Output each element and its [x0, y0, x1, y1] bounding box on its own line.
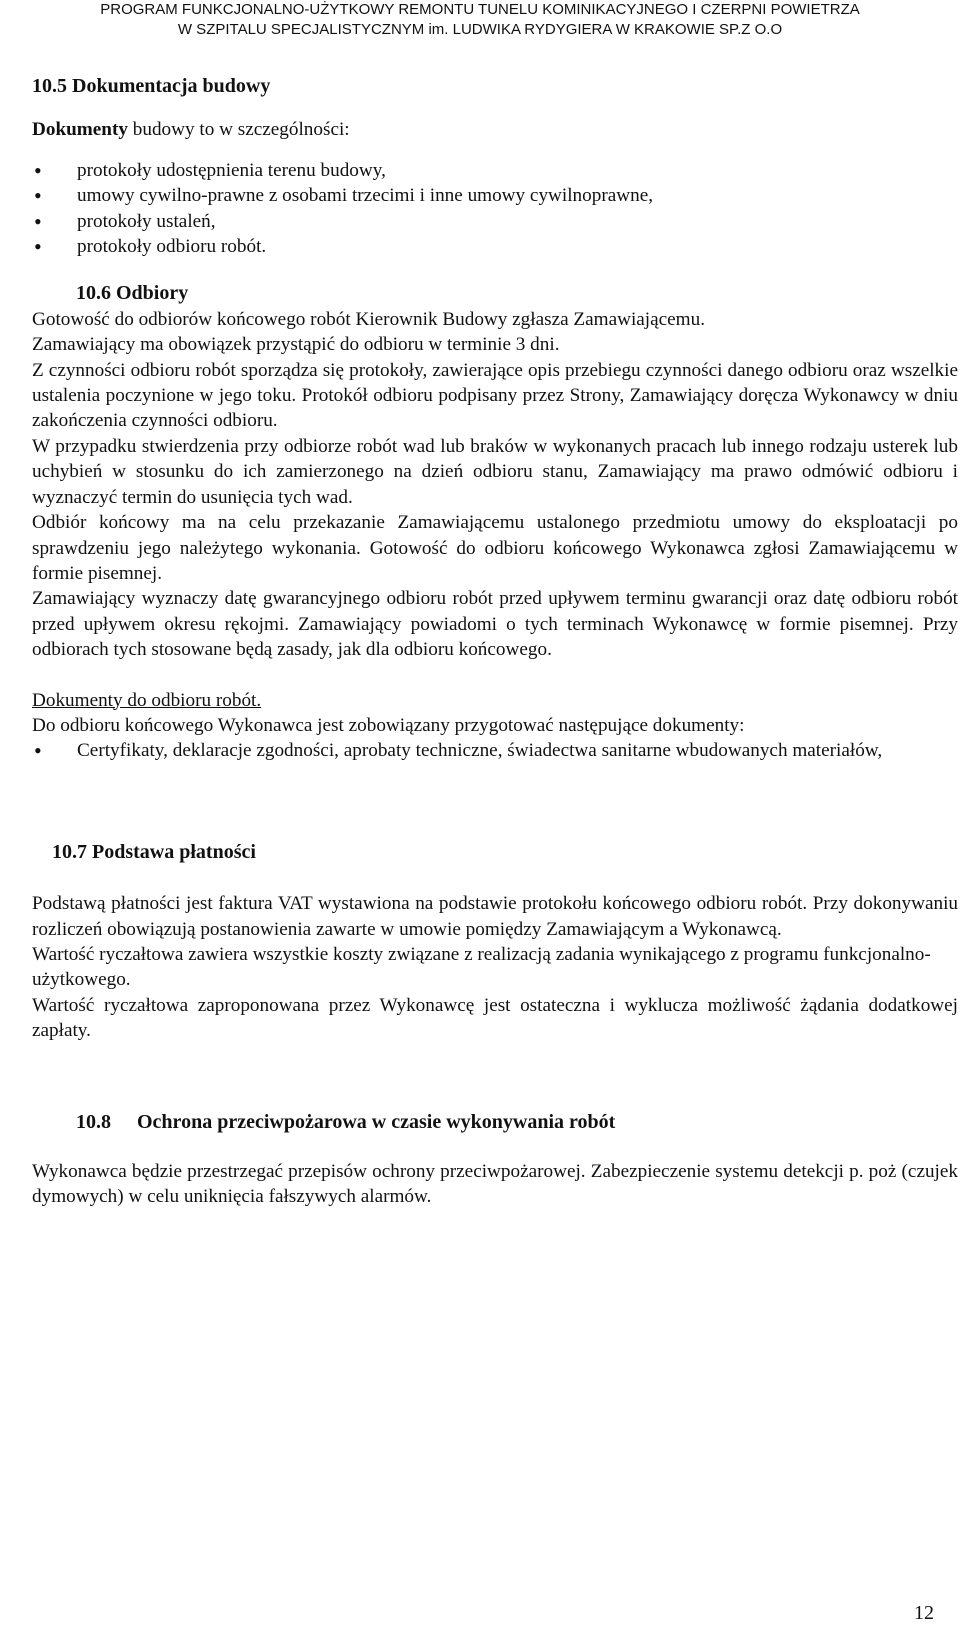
heading-10-5: 10.5 Dokumentacja budowy — [32, 75, 271, 97]
docs-intro-rest: budowy to w szczególności: — [127, 119, 350, 141]
paragraph: Zamawiający wyznaczy datę gwarancyjnego odbioru robót przed upływem terminu gwarancji oraz datę odbioru robót przed upływem okresu rękojmi. Zamawiający powiadomi o tych terminach Wykonawcę w formie pisemnej. Przy odbiorach tych stosowane będą zasady, jak dla odbioru końcowego. — [32, 588, 958, 661]
paragraph: Gotowość do odbiorów końcowego robót Kierownik Budowy zgłasza Zamawiającemu. — [32, 308, 705, 330]
document-body — [32, 74, 958, 1210]
heading-10-6-number: 10.6 — [76, 282, 111, 305]
heading-10-6-title: Odbiory — [116, 282, 189, 305]
heading-10-8-number: 10.8 — [76, 1110, 111, 1133]
final-docs-list — [32, 738, 958, 763]
subheading-final-docs: Dokumenty do odbioru robót. — [32, 689, 262, 711]
paragraph: W przypadku stwierdzenia przy odbiorze robót wad lub braków w wykonanych pracach lub innego rodzaju usterek lub uchybień w stosunku do ich zamierzonego na dzień odbioru stanu, Zamawiający ma prawo odmówić odbioru i wyznaczyć termin do usunięcia tych wad. — [32, 435, 958, 508]
paragraph: Odbiór końcowy ma na celu przekazanie Zamawiającemu ustalonego przedmiotu umowy do eksploatacji po sprawdzeniu jego należytego wykonania. Gotowość do odbioru końcowego Wykonawca zgłosi Zamawiającemu w formie pisemnej. — [32, 512, 958, 584]
list-item: • protokoły odbioru robót. — [32, 234, 958, 259]
paragraph: Wartość ryczałtowa zawiera wszystkie koszty związane z realizacją zadania wynikającego z programu funkcjonalno-użytkowego. — [32, 943, 931, 991]
list-item: • protokoły ustaleń, — [32, 209, 958, 234]
list-item: • Certyfikaty, deklaracje zgodności, aprobaty techniczne, świadectwa sanitarne wbudowanych materiałów, — [32, 738, 958, 763]
docs-intro — [32, 117, 958, 142]
docs-intro-bold: Dokumenty — [32, 119, 128, 141]
page-header — [0, 0, 960, 40]
list-item: • protokoły udostępnienia terenu budowy, — [32, 158, 958, 183]
list-item: • umowy cywilno-prawne z osobami trzecimi i inne umowy cywilnoprawne, — [32, 183, 958, 208]
heading-10-8 — [76, 1110, 958, 1135]
paragraph: Podstawą płatności jest faktura VAT wystawiona na podstawie protokołu końcowego odbioru robót. Przy dokonywaniu rozliczeń obowiązują postanowienia zawarte w umowie pomiędzy Zamawiającym a Wykonawcą. — [32, 893, 958, 940]
paragraph: Do odbioru końcowego Wykonawca jest zobowiązany przygotować następujące dokumenty: — [32, 714, 745, 736]
heading-10-8-title: Ochrona przeciwpożarowa w czasie wykonywania robót — [137, 1110, 616, 1133]
heading-10-6 — [76, 281, 958, 306]
heading-10-7: 10.7 Podstawa płatności — [52, 840, 256, 863]
paragraph: Wykonawca będzie przestrzegać przepisów ochrony przeciwpożarowej. Zabezpieczenie systemu detekcji p. poż (czujek dymowych) w celu uniknięcia fałszywych alarmów. — [32, 1161, 958, 1208]
paragraph: Z czynności odbioru robót sporządza się protokoły, zawierające opis przebiegu czynności danego odbioru oraz wszelkie ustalenia poczynione w jego toku. Protokół odbioru podpisany przez Strony, Zamawiający doręcza Wykonawcy w dniu zakończenia czynności odbioru. — [32, 359, 958, 432]
page-number: 12 — [914, 1602, 934, 1624]
docs-list — [32, 158, 958, 260]
header-line-2: W SZPITALU SPECJALISTYCZNYM im. LUDWIKA RYDYGIERA W KRAKOWIE SP.Z O.O — [177, 21, 783, 38]
paragraph: Zamawiający ma obowiązek przystąpić do odbioru w terminie 3 dni. — [32, 334, 560, 356]
header-line-1: PROGRAM FUNKCJONALNO-UŻYTKOWY REMONTU TUNELU KOMINIKACYJNEGO I CZERPNI POWIETRZA — [100, 1, 860, 18]
paragraph: Wartość ryczałtowa zaproponowana przez Wykonawcę jest ostateczna i wyklucza możliwość żądania dodatkowej zapłaty. — [32, 994, 958, 1042]
